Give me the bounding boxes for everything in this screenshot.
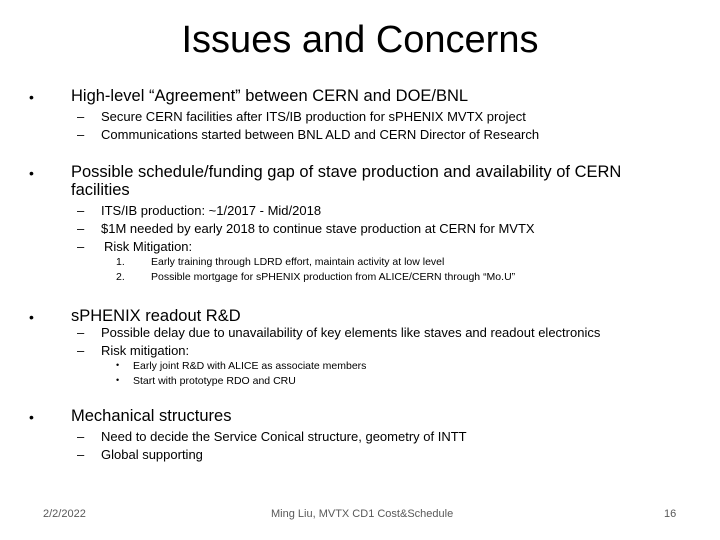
section-heading: Possible schedule/funding gap of stave production and availability of CERN [71, 163, 622, 181]
dash-icon: – [77, 109, 85, 124]
dash-icon: – [77, 325, 85, 340]
bullet-icon: • [116, 360, 120, 370]
bullet-icon: • [116, 375, 120, 385]
list-item: Need to decide the Service Conical structure, geometry of INTT [101, 429, 467, 444]
slide-title: Issues and Concerns [181, 19, 539, 61]
section-heading: High-level “Agreement” between CERN and DOE/BNL [71, 87, 469, 105]
bullet-icon: • [29, 89, 34, 105]
dash-icon: – [77, 203, 85, 218]
section-heading-continued: facilities [71, 181, 130, 199]
dash-icon: – [77, 127, 85, 142]
dash-icon: – [77, 239, 85, 254]
footer-text: Ming Liu, MVTX CD1 Cost&Schedule [271, 508, 454, 520]
sub-list-item: Early joint R&D with ALICE as associate members [133, 360, 367, 372]
list-item: Communications started between BNL ALD and CERN Director of Research [101, 127, 540, 142]
sub-list-item: Possible mortgage for sPHENIX production from ALICE/CERN through “Mo.U” [151, 271, 516, 283]
list-item: ITS/IB production: ~1/2017 - Mid/2018 [101, 203, 322, 218]
number-marker: 2. [116, 271, 125, 283]
number-marker: 1. [116, 256, 125, 268]
dash-icon: – [77, 447, 85, 462]
list-item: Secure CERN facilities after ITS/IB production for sPHENIX MVTX project [101, 109, 526, 124]
dash-icon: – [77, 221, 85, 236]
bullet-icon: • [29, 309, 34, 325]
list-item: Possible delay due to unavailability of key elements like staves and readout electronics [101, 325, 601, 340]
bullet-icon: • [29, 165, 34, 181]
section-heading: Mechanical structures [71, 407, 232, 425]
section-heading: sPHENIX readout R&D [71, 307, 241, 325]
list-item: Risk Mitigation: [104, 239, 193, 254]
list-item: Risk mitigation: [101, 343, 190, 358]
page-number: 16 [664, 508, 677, 520]
dash-icon: – [77, 343, 85, 358]
dash-icon: – [77, 429, 85, 444]
list-item: Global supporting [101, 447, 203, 462]
sub-list-item: Start with prototype RDO and CRU [133, 375, 296, 387]
sub-list-item: Early training through LDRD effort, maintain activity at low level [151, 256, 445, 268]
footer-date: 2/2/2022 [43, 508, 86, 520]
list-item: $1M needed by early 2018 to continue stave production at CERN for MVTX [101, 221, 535, 236]
bullet-icon: • [29, 409, 34, 425]
